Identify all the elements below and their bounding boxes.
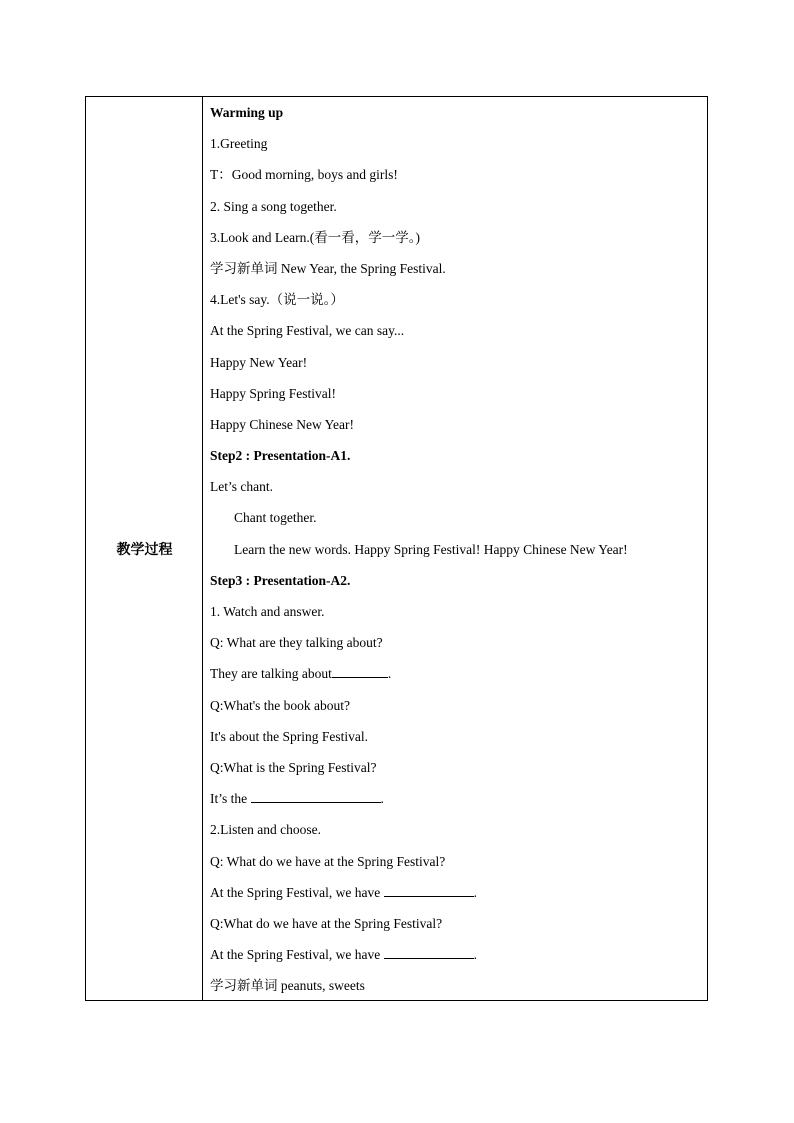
answer-blank [332,663,388,678]
content-line: Happy New Year! [210,354,308,370]
content-line: 4.Let's say.（说一说。） [210,292,344,308]
answer-blank [384,944,474,959]
fill-in-line [210,663,705,694]
answer-blank [384,882,474,897]
lesson-plan-table [85,96,708,1001]
period: . [387,666,392,682]
content-line: Q: What do we have at the Spring Festival? [210,853,446,869]
content-line: At the Spring Festival, we can say... [210,323,405,339]
period: . [473,947,477,963]
section-label: 教学过程 [116,542,173,558]
content-line: Happy Spring Festival! [210,385,336,401]
content-line: 学习新单词 New Year, the Spring Festival. [210,260,446,276]
content-line: Chant together. [234,510,317,526]
content-line: 2.Listen and choose. [210,822,321,838]
content-line: 学习新单词 peanuts, sweets [210,978,365,994]
heading-step3: Step3 : Presentation-A2. [210,572,351,588]
content-line: T：Good morning, boys and girls! [210,167,398,183]
content-line: Q: What are they talking about? [210,635,383,651]
line-text: It’s the [210,791,251,807]
content-line: 3.Look and Learn.(看一看，学一学。) [210,229,420,245]
content-line: Let’s chant. [210,479,273,495]
content-line: 1. Watch and answer. [210,604,325,619]
line-text: They are talking about [210,666,332,682]
content-line: 1.Greeting [210,136,268,152]
answer-blank [251,788,381,803]
content-line: Q:What is the Spring Festival? [210,759,377,775]
period: . [473,884,477,900]
line-text: At the Spring Festival, we have [210,947,384,963]
content-line: 2. Sing a song together. [210,198,337,214]
content-line: Q:What do we have at the Spring Festival? [210,915,443,931]
heading-warming-up: Warming up [210,105,284,120]
fill-in-line [210,882,705,913]
heading-step2: Step2 : Presentation-A1. [210,448,351,464]
content-line: Q:What's the book about? [210,697,351,713]
line-text: At the Spring Festival, we have [210,884,384,900]
content-line: It's about the Spring Festival. [210,728,369,744]
content-line: Happy Chinese New Year! [210,416,354,432]
period: . [380,791,384,807]
content-line: Learn the new words. Happy Spring Festival! Happy Chinese New Year! [234,541,628,557]
fill-in-line [210,944,705,975]
section-label-cell [86,97,203,1000]
fill-in-line [210,788,705,819]
lesson-content-cell [210,102,705,1006]
